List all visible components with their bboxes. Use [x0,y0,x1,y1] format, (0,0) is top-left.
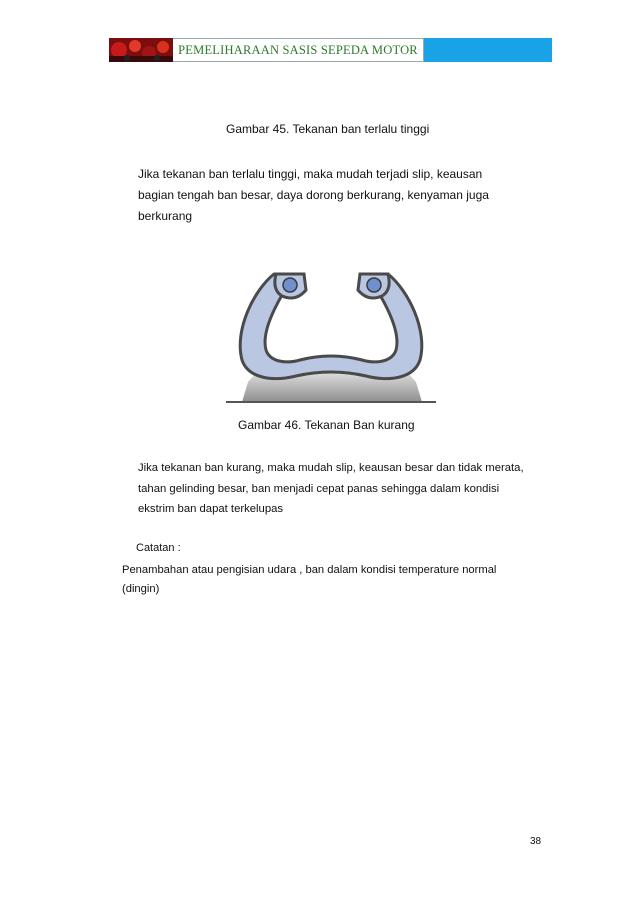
note-label: Catatan : [136,542,181,554]
paragraph-line: tahan gelinding besar, ban menjadi cepat panas sehingga dalam kondisi [138,482,500,495]
paragraph-high-pressure [138,164,489,227]
note-text [122,561,496,599]
paragraph-line: Jika tekanan ban terlalu tinggi, maka mudah terjadi slip, keausan [138,167,483,181]
header-accent-bar [424,38,552,62]
tire-low-pressure-illustration [226,250,436,408]
page-number: 38 [530,836,542,847]
paragraph-line: ekstrim ban dapat terkelupas [138,503,284,515]
paragraph-low-pressure [138,458,524,520]
note-line: (dingin) [122,583,160,595]
paragraph-line: berkurang [138,209,193,223]
note-line: Penambahan atau pengisian udara , ban dalam kondisi temperature normal [122,564,497,576]
figure-45-caption: Gambar 45. Tekanan ban terlalu tinggi [226,122,430,136]
header-photo [109,38,173,62]
paragraph-line: bagian tengah ban besar, daya dorong berkurang, kenyaman juga [138,188,489,202]
paragraph-line: Jika tekanan ban kurang, maka mudah slip, keausan besar dan tidak merata, [138,462,524,474]
page-header [109,38,552,62]
figure-46-caption: Gambar 46. Tekanan Ban kurang [238,418,415,432]
header-title: PEMELIHARAAN SASIS SEPEDA MOTOR [173,38,424,62]
